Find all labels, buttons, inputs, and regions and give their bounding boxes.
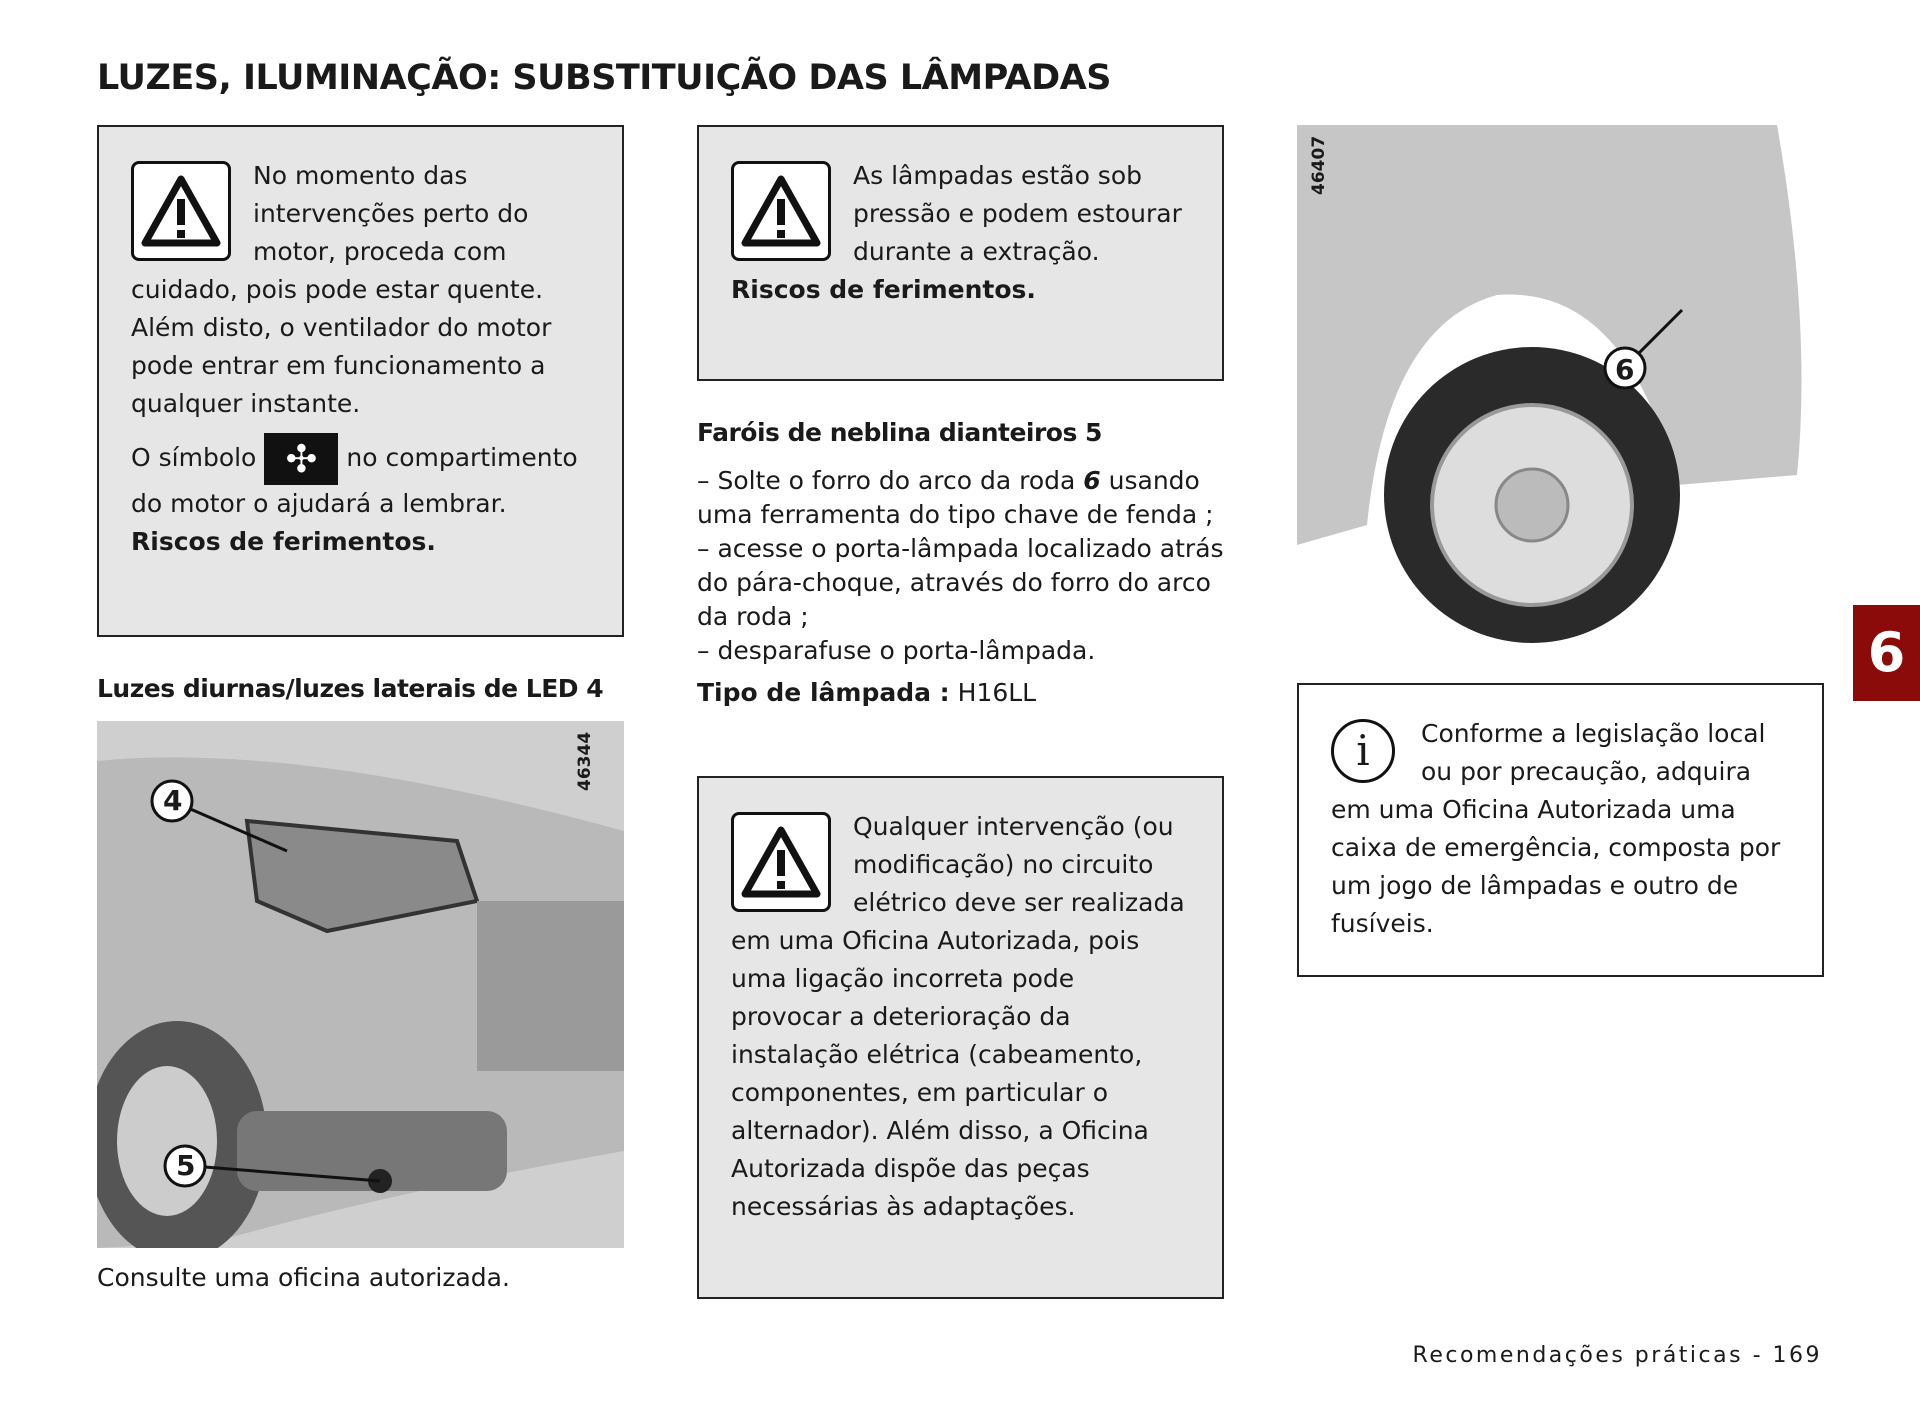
risk-text: Riscos de ferimentos. bbox=[731, 275, 1036, 304]
symbol-text: O símbolo bbox=[131, 443, 257, 472]
fog-heading: Faróis de neblina dianteiros 5 bbox=[697, 418, 1102, 447]
wheel-figure bbox=[1297, 125, 1812, 643]
fog-step-1: – Solte o forro do arco da roda 6 usando uma ferramenta do tipo chave de fenda ; bbox=[697, 466, 1214, 529]
led-heading: Luzes diurnas/luzes laterais de LED 4 bbox=[97, 674, 604, 703]
warning-text: As lâmpadas estão sob pressão e podem estourar durante a extração. bbox=[853, 161, 1182, 266]
warning-pressure-box bbox=[697, 125, 1224, 381]
callout-5: 5 bbox=[176, 1149, 196, 1182]
warning-triangle-icon bbox=[131, 161, 231, 261]
warning-text: Qualquer intervenção (ou modificação) no circuito elétrico deve ser realizada em uma Oficina Autorizada, pois uma ligação incorreta pode provocar a deterioração da instalação elétrica (cabeamento, componentes, em particular o alternador). Além disso, a Oficina Autorizada dispõe das peças necessárias às adaptações. bbox=[731, 812, 1185, 1221]
info-icon: i bbox=[1331, 719, 1395, 783]
symbol-text-2: no compartimento do motor o ajudará a lembrar. bbox=[131, 443, 578, 518]
fog-step-3: – desparafuse o porta-lâmpada. bbox=[697, 636, 1096, 665]
warning-electrical-box bbox=[697, 776, 1224, 1299]
callout-4: 4 bbox=[163, 784, 183, 817]
bulb-type-value: H16LL bbox=[957, 678, 1037, 707]
info-text: Conforme a legislação local ou por precaução, adquira em uma Oficina Autorizada uma caixa de emergência, composta por um jogo de lâmpadas e outro de fusíveis. bbox=[1331, 719, 1781, 938]
callout-6: 6 bbox=[1615, 353, 1635, 386]
figure-number: 46407 bbox=[1309, 135, 1329, 195]
figure-number: 46344 bbox=[575, 731, 595, 791]
fan-icon: ✣ bbox=[264, 433, 338, 485]
page-footer: Recomendações práticas - 169 bbox=[1412, 1343, 1822, 1368]
warning-text: No momento das intervenções perto do motor, proceda com cuidado, pois pode estar quente. Além disto, o ventilador do motor pode entrar em funcionamento a qualquer instante. bbox=[131, 161, 552, 418]
info-box bbox=[1297, 683, 1824, 977]
page-title: LUZES, ILUMINAÇÃO: SUBSTITUIÇÃO DAS LÂMPADAS bbox=[97, 58, 1111, 98]
bulb-type-label: Tipo de lâmpada : bbox=[697, 678, 950, 707]
warning-engine-box bbox=[97, 125, 624, 637]
warning-triangle-icon bbox=[731, 161, 831, 261]
led-note: Consulte uma oficina autorizada. bbox=[97, 1263, 510, 1292]
risk-text: Riscos de ferimentos. bbox=[131, 527, 436, 556]
warning-triangle-icon bbox=[731, 812, 831, 912]
chapter-tab: 6 bbox=[1853, 605, 1920, 701]
fog-step-2: – acesse o porta-lâmpada localizado atrás do pára-choque, através do forro do arco da roda ; bbox=[697, 534, 1224, 631]
headlight-figure bbox=[97, 721, 624, 1248]
